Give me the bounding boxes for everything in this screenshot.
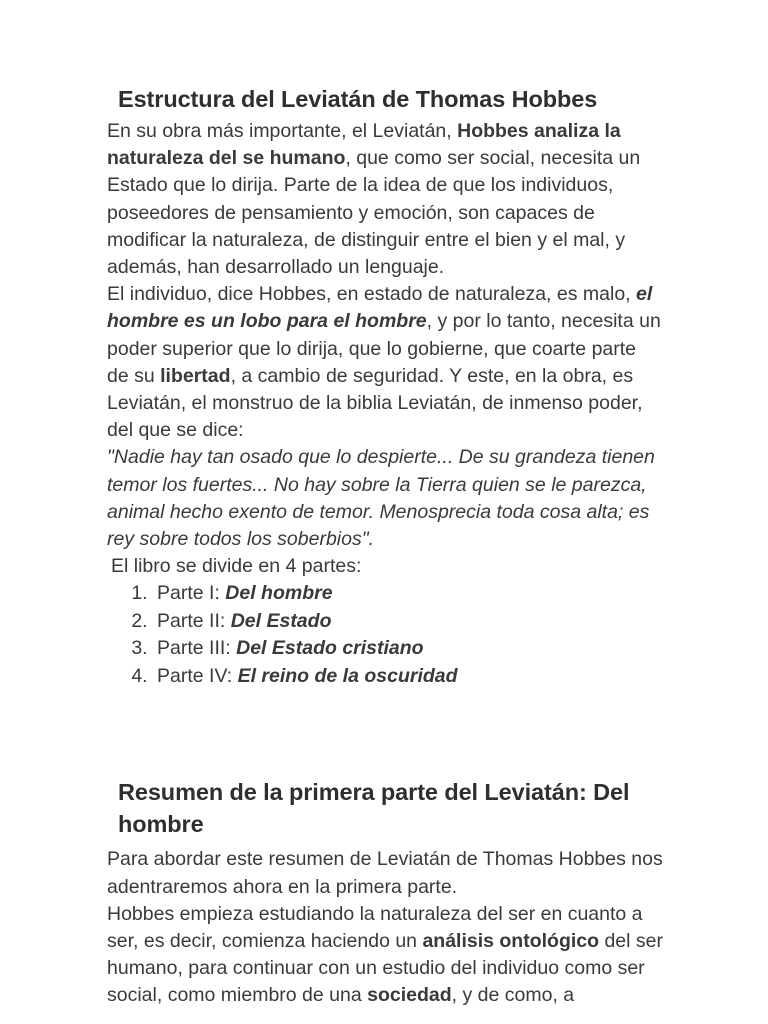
bold-italic-run-lobo: el hombre es un lobo para el hombre [107, 283, 653, 333]
bold-run-naturaleza-humano: Hobbes analiza la naturaleza del se humano [107, 120, 621, 170]
text-run: , que como ser social, necesita un Estado que lo dirija. Parte de la idea de que los individuos, poseedores de pensamiento y emoción, son capaces de modificar la naturaleza, de distinguir entre el bien y el mal, y además, han desarrollado un lenguaje. [107, 147, 641, 279]
list-item [153, 663, 663, 691]
text-run: del ser humano, para continuar con un estudio del individuo como ser social, como miembro de una [107, 930, 663, 1007]
section-heading-estructura: Estructura del Leviatán de Thomas Hobbes [118, 86, 598, 112]
list-item-label: Parte II: [157, 609, 231, 632]
text-run: En su obra más importante, el Leviatán, [107, 120, 458, 142]
list-item-label: Parte I: [157, 582, 226, 605]
list-item-title: Del Estado cristiano [236, 637, 424, 660]
paragraph-para-abordar: Para abordar este resumen de Leviatán de Thomas Hobbes nos adentraremos ahora en la primera parte. [107, 848, 663, 898]
list-item-title: Del Estado [230, 609, 332, 632]
list-item-title: El reino de la oscuridad [237, 664, 458, 687]
list-item-label: Parte III: [157, 637, 237, 660]
list-item-label: Parte IV: [157, 664, 238, 687]
paragraph-estado-naturaleza [107, 281, 663, 444]
bold-run-libertad: libertad [160, 364, 231, 387]
list-item-title: Del hombre [225, 582, 333, 605]
list-intro-text: El libro se divide en 4 partes: [111, 555, 362, 578]
paragraph-analisis-ontologico [107, 901, 663, 1010]
list-item [153, 580, 663, 608]
bold-run-sociedad: sociedad [367, 984, 452, 1007]
document-content [107, 84, 663, 1010]
text-run: , y de como, a [451, 984, 575, 1007]
list-item [153, 608, 663, 636]
bold-run-analisis-ontologico: análisis ontológico [422, 930, 600, 953]
text-run: Hobbes empieza estudiando la naturaleza del ser en cuanto a ser, es decir, comienza haciendo un [107, 902, 643, 953]
section-heading-resumen: Resumen de la primera parte del Leviatán: Del hombre [118, 779, 630, 838]
text-run: , y por lo tanto, necesita un poder superior que lo dirija, que lo gobierne, que coarte parte de su [107, 310, 661, 387]
text-run: , a cambio de seguridad. Y este, en la obra, es Leviatán, el monstruo de la biblia Leviatán, de inmenso poder, del que se dice: [107, 364, 643, 442]
parts-list [107, 580, 663, 690]
blockquote-leviatan: "Nadie hay tan osado que lo despierte... De su grandeza tienen temor los fuertes... No hay sobre la Tierra quien se le parezca, animal hecho exento de temor. Menosprecia toda cosa alta; es rey sobre todos los soberbios". [107, 446, 655, 551]
section-spacer [107, 690, 663, 776]
list-item [153, 635, 663, 663]
text-run: El individuo, dice Hobbes, en estado de naturaleza, es malo, [107, 283, 636, 306]
paragraph-hobbes-analiza [107, 118, 663, 281]
